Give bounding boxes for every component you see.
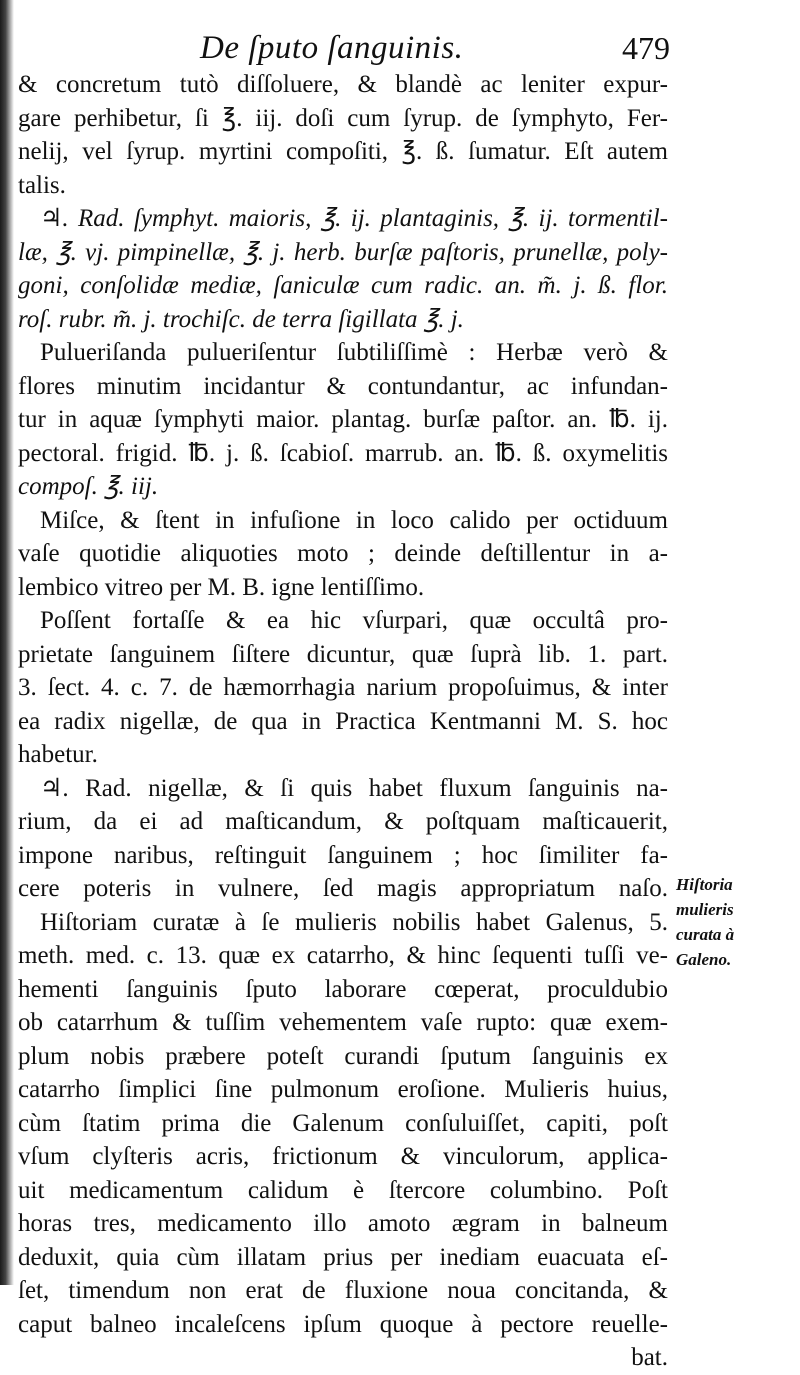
text-line: pectoral. frigid. ℔. j. ß. ſcabioſ. marrub. an. ℔. ß. oxymelitis bbox=[18, 439, 668, 467]
margin-note-line: Galeno. bbox=[676, 950, 732, 969]
running-head: De ſputo ſanguinis. bbox=[200, 30, 464, 66]
text-line: habetur. bbox=[18, 741, 98, 768]
text-line: gare perhibetur, ſi ℥. iij. doſi cum ſyrup. de ſymphyto, Fer- bbox=[18, 104, 668, 132]
margin-note-line: mulieris bbox=[676, 900, 734, 919]
text-line: Pulueriſanda pulueriſentur ſubtiliſſimè : Herbæ verò & bbox=[40, 339, 668, 366]
text-line: Poſſent fortaſſe & ea hic vſurpari, quæ occultâ pro- bbox=[40, 607, 668, 634]
text-line: ob catarrhum & tuſſim vehementem vaſe rupto: quæ exem- bbox=[18, 1009, 668, 1036]
text-line: ea radix nigellæ, de qua in Practica Kentmanni M. S. hoc bbox=[18, 707, 668, 735]
text-line: vaſe quotidie aliquoties moto ; deinde deſtillentur in a- bbox=[18, 540, 668, 567]
text-line: rium, da ei ad maſticandum, & poſtquam maſticauerit, bbox=[18, 808, 668, 835]
text-line: flores minutim incidantur & contundantur, ac infundan- bbox=[18, 372, 668, 400]
text-line: meth. med. c. 13. quæ ex catarrho, & hinc ſequenti tuſſi ve- bbox=[18, 942, 668, 969]
text-line: ſet, timendum non erat de fluxione noua concitanda, & bbox=[18, 1277, 668, 1304]
recipe-line: ♃. Rad. ſymphyt. maioris, ℥. ij. plantaginis, ℥. ij. tormentil- bbox=[40, 205, 668, 232]
text-line: Hiſtoriam curatæ à ſe mulieris nobilis habet Galenus, 5. bbox=[40, 908, 668, 936]
text-line: cere poteris in vulnere, ſed magis appropriatum naſo. bbox=[18, 875, 668, 902]
recipe-line: roſ. rubr. m̃. j. trochiſc. de terra ſigillata ℥. j. bbox=[18, 305, 464, 333]
text-line: vſum clyſteris acris, frictionum & vinculorum, applica- bbox=[18, 1143, 668, 1170]
recipe-line: goni, conſolidæ mediæ, ſaniculæ cum radic. an. m̃. j. ß. flor. bbox=[18, 272, 668, 299]
page-header bbox=[200, 30, 670, 70]
margin-note-line: Hiſtoria bbox=[676, 875, 733, 894]
text-line: horas tres, medicamento illo amoto ægram in balneum bbox=[18, 1210, 668, 1237]
margin-note-line: curata à bbox=[676, 925, 735, 944]
text-line: Miſce, & ſtent in infuſione in loco calido per octiduum bbox=[40, 506, 668, 534]
text-line: & concretum tutò diſſoluere, & blandè ac leniter expur- bbox=[18, 71, 668, 98]
text-line: 3. ſect. 4. c. 7. de hæmorrhagia narium propoſuimus, & inter bbox=[18, 674, 668, 701]
recipe-line: læ, ℥. vj. pimpinellæ, ℥. j. herb. burſæ paſtoris, prunellæ, poly- bbox=[18, 238, 668, 266]
text-line: plum nobis præbere poteſt curandi ſputum ſanguinis ex bbox=[18, 1042, 668, 1070]
text-line: tur in aquæ ſymphyti maior. plantag. burſæ paſtor. an. ℔. ij. bbox=[18, 406, 668, 433]
text-line: prietate ſanguinem ſiſtere dicuntur, quæ ſuprà lib. 1. part. bbox=[18, 640, 668, 668]
text-line: deduxit, quia cùm illatam prius per inediam euacuata eſ- bbox=[18, 1243, 668, 1271]
text-line: catarrho ſimplici ſine pulmonum eroſione. Mulieris huius, bbox=[18, 1076, 668, 1103]
text-line: hementi ſanguinis ſputo laborare cœperat, proculdubio bbox=[18, 975, 668, 1003]
recipe-line: ♃. Rad. nigellæ, & ſi quis habet fluxum ſanguinis na- bbox=[40, 774, 668, 802]
text-line: cùm ſtatim prima die Galenum conſuluiſſet, capiti, poſt bbox=[18, 1109, 668, 1137]
margin-note bbox=[676, 872, 794, 972]
text-line: lembico vitreo per M. B. igne lentiſſimo. bbox=[18, 573, 425, 601]
body-text bbox=[18, 68, 668, 1375]
page-gutter-shadow bbox=[0, 0, 14, 1285]
text-line: caput balneo incaleſcens ipſum quoque à pectore reuelle- bbox=[18, 1310, 668, 1338]
text-line: compoſ. ℥. iij. bbox=[18, 473, 159, 500]
catchword-line: bat. bbox=[631, 1344, 668, 1371]
text-line: nelij, vel ſyrup. myrtini compoſiti, ℥. ß. ſumatur. Eſt autem bbox=[18, 138, 668, 165]
text-line: impone naribus, reſtinguit ſanguinem ; hoc ſimiliter fa- bbox=[18, 841, 668, 869]
text-line: talis. bbox=[18, 171, 66, 199]
page-number: 479 bbox=[622, 30, 670, 66]
text-line: uit medicamentum calidum è ſtercore columbino. Poſt bbox=[18, 1176, 668, 1204]
